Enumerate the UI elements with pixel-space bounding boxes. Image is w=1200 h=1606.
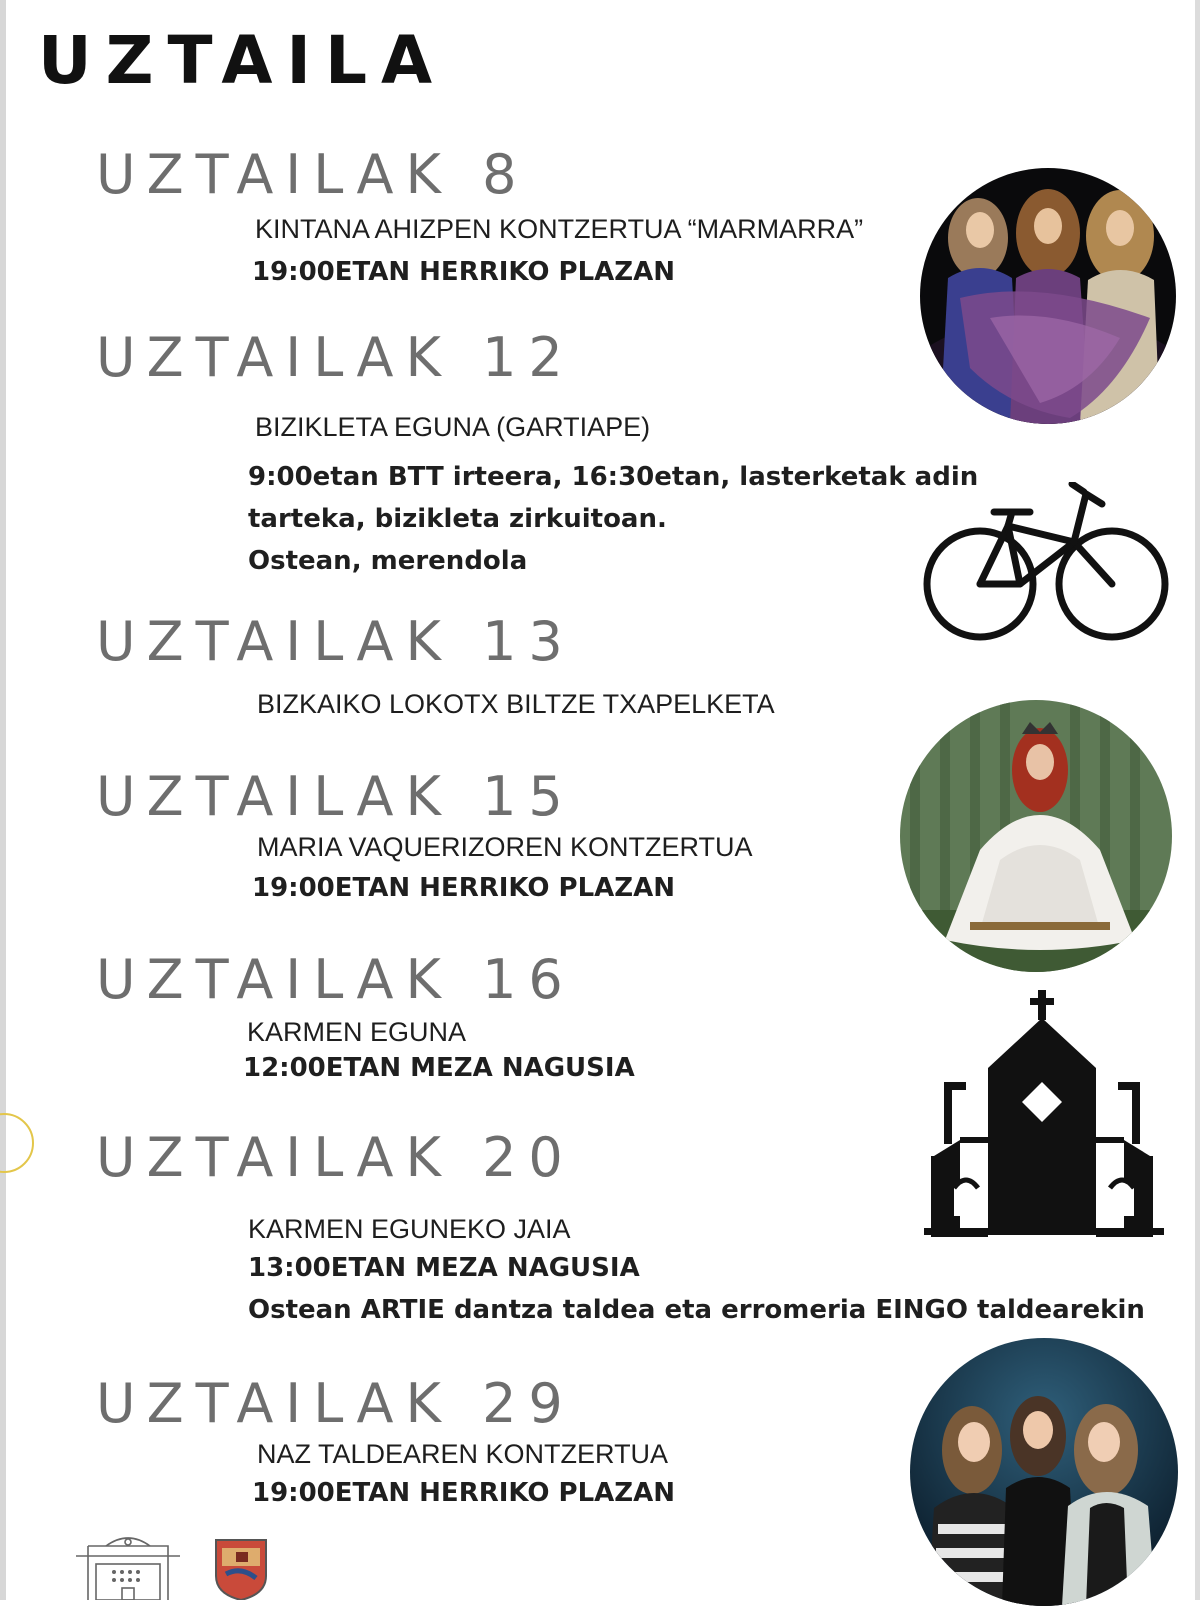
event-date: UZTAILAK 16 <box>96 948 575 1011</box>
event-date: UZTAILAK 15 <box>96 765 575 828</box>
event-time: 12:00ETAN MEZA NAGUSIA <box>243 1053 635 1083</box>
concert-photo <box>920 168 1176 424</box>
event-title: BIZKAIKO LOKOTX BILTZE TXAPELKETA <box>257 689 775 719</box>
event-title: NAZ TALDEAREN KONTZERTUA <box>257 1439 669 1469</box>
event-date: UZTAILAK 12 <box>96 326 575 389</box>
band-photo <box>910 1338 1178 1606</box>
event-date: UZTAILAK 8 <box>96 143 529 206</box>
event-time: 19:00ETAN HERRIKO PLAZAN <box>252 257 676 287</box>
event-time: 19:00ETAN HERRIKO PLAZAN <box>252 1478 676 1508</box>
event-date: UZTAILAK 13 <box>96 610 575 673</box>
event-detail-line: Ostean ARTIE dantza taldea eta erromeria EINGO taldearekin <box>248 1295 1145 1325</box>
singer-photo <box>900 700 1172 972</box>
event-details <box>248 456 978 582</box>
event-detail-line: tarteka, bizikleta zirkuitoan. <box>248 504 667 534</box>
event-title: BIZIKLETA EGUNA (GARTIAPE) <box>255 412 651 442</box>
bicycle-icon <box>912 482 1174 642</box>
event-date: UZTAILAK 20 <box>96 1126 575 1189</box>
event-title: KARMEN EGUNEKO JAIA <box>248 1214 571 1244</box>
event-date: UZTAILAK 29 <box>96 1372 575 1435</box>
decorative-arc <box>0 1113 34 1173</box>
event-detail-line: 9:00etan BTT irteera, 16:30etan, lasterketak adin <box>248 462 979 492</box>
event-title: KARMEN EGUNA <box>247 1017 467 1047</box>
event-time: 19:00ETAN HERRIKO PLAZAN <box>252 873 676 903</box>
event-title: KINTANA AHIZPEN KONTZERTUA “MARMARRA” <box>255 214 864 244</box>
town-hall-logo <box>76 1534 180 1600</box>
page-left-edge <box>0 0 6 1600</box>
church-icon <box>924 990 1164 1240</box>
event-details <box>248 1247 1145 1331</box>
event-title: MARIA VAQUERIZOREN KONTZERTUA <box>257 832 753 862</box>
coat-of-arms-logo <box>212 1536 270 1600</box>
event-detail-line: 13:00ETAN MEZA NAGUSIA <box>248 1253 640 1283</box>
poster-title: UZTAILA <box>38 22 447 99</box>
page-right-edge <box>1195 0 1200 1600</box>
event-detail-line: Ostean, merendola <box>248 546 528 576</box>
